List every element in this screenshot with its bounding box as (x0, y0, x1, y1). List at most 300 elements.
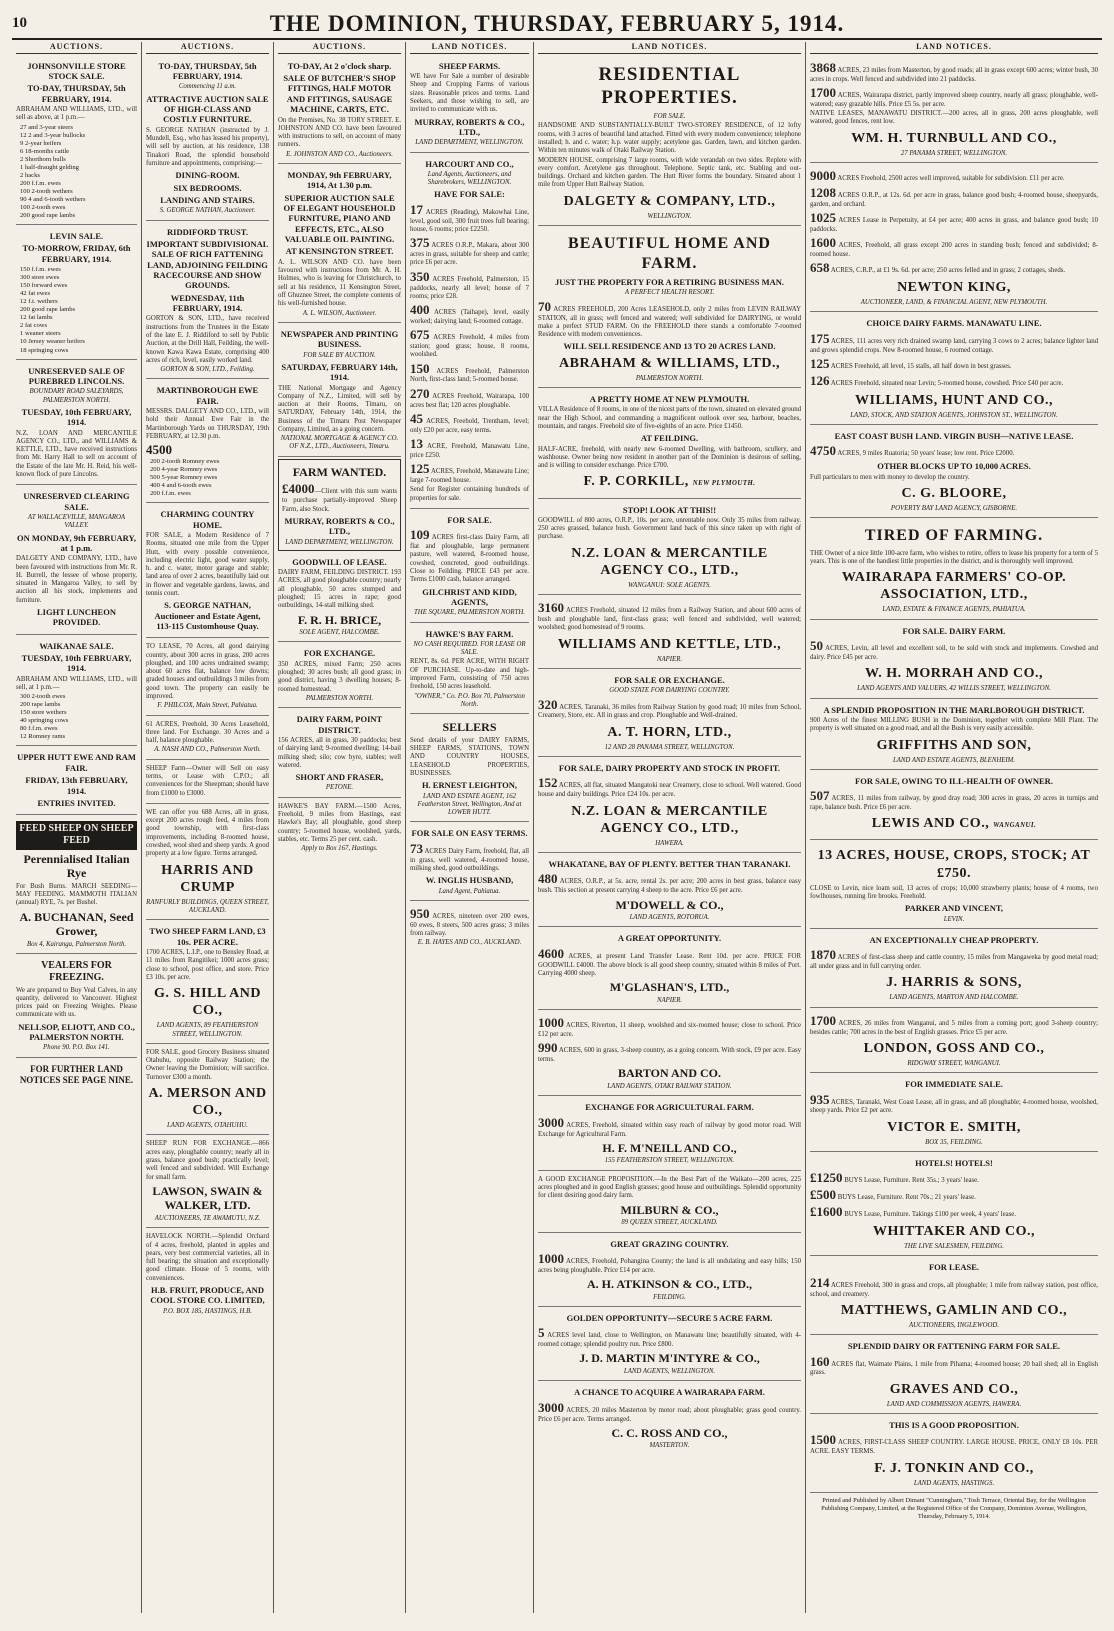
ad-title: FOR SALE ON EASY TERMS. (411, 828, 528, 839)
ad-text: ACRES, Taranaki, 36 miles from Railway Station by good road; 10 miles from School, Creamery, Store, etc. All in grass and crop. Ploughable and Well-drained. (538, 703, 802, 720)
ad-subtitle: NO CASH REQUIRED. FOR LEASE OR SALE. (413, 640, 526, 657)
ad-subtitle: FOR SALE. (653, 113, 686, 121)
ad-exchange-61 (146, 718, 269, 760)
lot-item: 12 Romney rams (20, 733, 66, 741)
ad-date: SATURDAY, FEBRUARY 14th, 1914. (281, 361, 398, 383)
ad-title: ATTRACTIVE AUCTION SALE OF HIGH-CLASS AND COSTLY FURNITURE. (146, 93, 269, 125)
ad-title: FOR SALE. DAIRY FARM. (902, 625, 1006, 636)
ad-title: BEAUTIFUL HOME AND FARM. (568, 234, 771, 272)
column-heading: AUCTIONS. (278, 42, 401, 54)
ad-body (538, 1040, 801, 1064)
ad-text: ACRES, Freehold, Pohangina County; the land is all undulating and easy hills; 150 acres being ploughable. Price £14 per acre. (538, 1257, 801, 1274)
ad-body (410, 906, 529, 938)
ad-agent: W. H. MORRAH AND CO., (865, 666, 1043, 682)
property-item (410, 461, 529, 485)
ad-signature: PALMERSTON NORTH. (305, 694, 374, 702)
ad-body (810, 1432, 1098, 1456)
ad-body: FOR SALE, good Grocery Business situated Otahuhu, opposite Railway Station; the Owner leaving the Dominion; will sacrifice. Turnover £300 a month. (146, 1048, 269, 1081)
ad-agent: NEWTON KING, (897, 280, 1011, 296)
ad-agent: WAIRARAPA FARMERS' CO-OP. ASSOCIATION, LTD., (841, 570, 1067, 603)
ad-signature: E. B. HAYES AND CO., AUCKLAND. (417, 939, 522, 947)
ad-agent: H.B. FRUIT, PRODUCE, AND COOL STORE CO. LIMITED, (150, 1285, 265, 1306)
ad-title: FOR SALE, DAIRY PROPERTY AND STOCK IN PROFIT. (558, 763, 781, 774)
property-number: 1025 (810, 209, 836, 225)
ad-body: HALF-ACRE, freehold, with nearly new 6-roomed Dwelling, with bathroom, scullery, and washhouse. Owner being now resident in another part of the Dominion is desirous of selling, and is willing to consider exchange. Price £700. (538, 445, 801, 470)
ad-hotels (810, 1154, 1098, 1256)
ad-body: 61 ACRES, Freehold, 30 Acres Leasehold, three land. For Exchange. 30 Acres and a half, balance ploughable. (146, 720, 269, 745)
ad-note: LIGHT LUNCHEON PROVIDED. (37, 606, 116, 628)
ad-subtitle: GOOD STATE FOR DAIRYING COUNTRY. (609, 687, 730, 695)
ad-title: SPLENDID DAIRY OR FATTENING FARM FOR SALE. (847, 1341, 1061, 1352)
ad-body: N.Z. LOAN AND MERCANTILE AGENCY CO., LTD., and WILLIAMS & KETTLE, LTD., have received instructions from Mr. Harry Hall to sell on account of the Estate of the late Mr. H. Reid, his well-known flock of pure Lincolns. (16, 429, 137, 478)
property-number: 1208 (810, 184, 836, 200)
lot-item: 150 f.f.m. ewes (20, 266, 61, 274)
ad-title: SELLERS (442, 720, 497, 735)
ad-address: WELLINGTON. (647, 212, 692, 220)
ad-address: AUCTIONEERS, INGLEWOOD. (908, 1321, 1000, 1329)
ad-title: STOP! LOOK AT THIS!! (622, 504, 717, 515)
property-text: ACRES, Freehold, Manawatu Line; large 7-roomed house. (410, 468, 529, 485)
lot-item: 200 good rape lambs (20, 212, 76, 220)
property-item (410, 411, 529, 435)
property-number: 1600 (810, 235, 836, 251)
ad-agent: A. T. HORN, LTD., (607, 724, 732, 740)
lot-item: 400 4 and 6-tooth ewes (150, 482, 212, 490)
ad-agent: BARTON AND CO. (617, 1066, 722, 1081)
ad-griffiths (810, 701, 1098, 770)
ad-date: ON MONDAY, 9th FEBRUARY, at 1 p.m. (17, 532, 136, 553)
ad-agent-name: F. P. CORKILL, (583, 474, 689, 490)
property-text: ACRES, Freehold, Trentham, level; only £20 per acre, easy terms. (410, 417, 529, 434)
ad-title: WAIKANAE SALE. (39, 640, 114, 651)
ad-address: LAND AGENTS, 89 FEATHERSTON STREET, WELLINGTON. (156, 1022, 259, 1038)
ad-note: OTHER BLOCKS UP TO 10,000 ACRES. (877, 461, 1031, 472)
property-number: 150 (410, 360, 430, 376)
ad-text: ACRES, 23 miles from Masterton, by good roads; all in grass except 600 acres; winter bush, 30 acres in crops. Well fenced and subdivided into 21 paddocks. (810, 66, 1098, 83)
ad-number: 214 (810, 1274, 830, 1290)
ad-address: LAND AGENTS, OTAKI RAILWAY STATION. (607, 1083, 732, 1091)
ad-title: FOR SALE, OWING TO ILL-HEALTH OF OWNER. (855, 775, 1053, 786)
ad-agent: C. C. ROSS AND CO., (611, 1425, 728, 1440)
ad-title: UPPER HUTT EWE AND RAM FAIR. (17, 752, 136, 773)
ad-address: PALMERSTON NORTH. (635, 374, 704, 382)
ad-950-acres (410, 903, 529, 952)
property-text: ACRES Freehold, Palmerston, 15 paddocks, nearly all level; house of 7 rooms; price £28. (410, 275, 529, 300)
ad-havelock-orchard (146, 1230, 269, 1320)
lot-item: 9 2-year heifers (20, 139, 62, 147)
ad-body: 900 Acres of the finest MILLING BUSH in the Dominion, together with complete Mill Plant. The property is well situated on a good road, and all the Bush is very easily accessible. (810, 716, 1098, 733)
ad-body (810, 373, 1098, 389)
ad-title: SHEEP FARMS. (438, 60, 501, 71)
property-number: 658 (810, 260, 830, 276)
lot-item: 1 half-draught gelding (20, 163, 79, 171)
property-list (810, 1170, 1098, 1220)
property-number: 375 (410, 235, 430, 251)
property-item (810, 260, 1098, 276)
ad-address: RANFURLY BUILDINGS, QUEEN STREET, AUCKLAND. (146, 898, 269, 914)
ad-title: FOR SALE OR EXCHANGE. (614, 674, 725, 685)
ad-banner: FEED SHEEP ON SHEEP FEED (16, 821, 137, 849)
ad-agent: VICTOR E. SMITH, (887, 1119, 1021, 1135)
ad-address: THE SQUARE, PALMERSTON NORTH. (414, 609, 525, 617)
ad-turnbull (810, 57, 1098, 163)
ad-number: 1000 (538, 1015, 564, 1031)
ad-address: Box 4, Kairanga, Palmerston North. (26, 940, 127, 948)
ad-address: Land Agent, Pahiatua. (438, 887, 501, 895)
ad-address: LAND AGENTS, OTAHUHU. (167, 1122, 248, 1130)
ad-number: £4000 (282, 481, 315, 497)
ad-subtitle: FOR SALE BY AUCTION. (303, 351, 376, 359)
ad-number: 125 (810, 355, 830, 371)
ad-date: TO-MORROW, FRIDAY, 6th FEBRUARY, 1914. (22, 243, 131, 264)
property-text: ACRES Lease in Perpetuity, at £4 per acre; 400 acres in grass, and balance good bush; 10 paddocks. (810, 216, 1098, 233)
ad-agent: MURRAY, ROBERTS & CO., LTD., (284, 515, 395, 537)
lot-item: 200 good rape lambs (20, 306, 76, 314)
property-item (410, 327, 529, 359)
property-item (810, 1170, 1098, 1186)
ad-number: 507 (810, 788, 830, 804)
property-text: ACRES, Freehold, all grass except 200 acres in standing bush; fenced and subdivided; 8-roomed house. (810, 242, 1099, 258)
ad-purebred-lincolns (16, 362, 137, 486)
column-auctions-1 (12, 42, 142, 1613)
ad-date: MONDAY, 9th FEBRUARY, 1914, At 1.30 p.m. (287, 169, 392, 191)
ad-title: EAST COAST BUSH LAND. VIRGIN BUSH—NATIVE LEASE. (834, 431, 1074, 442)
ad-signature: A. NASH AND CO., Palmerston North. (154, 746, 261, 754)
ad-address: LAND AGENTS, ROTORUA. (629, 914, 710, 922)
ad-vealers (16, 956, 137, 1058)
ad-address: LAND AND COMMISSION AGENTS, HAWERA. (886, 1400, 1022, 1408)
ad-body (810, 60, 1098, 84)
ad-3160-acres (538, 597, 801, 669)
ad-agent: LAWSON, SWAIN & WALKER, LTD. (152, 1183, 263, 1213)
ad-dairy-property (538, 759, 801, 853)
ad-title: 13 ACRES, HOUSE, CROPS, STOCK; AT £750. (817, 848, 1091, 881)
ad-agent: A. MERSON AND CO., (148, 1085, 267, 1119)
ad-number: 1000 (538, 1250, 564, 1266)
column-auctions-3 (274, 42, 406, 1613)
ad-title: SALE OF BUTCHER'S SHOP FITTINGS, HALF MOTOR AND FITTINGS, SAUSAGE MACHINE, CARTS, ETC. (283, 73, 396, 115)
ad-stop-look (538, 501, 801, 596)
ad-household-furniture (278, 166, 401, 323)
column-heading: LAND NOTICES. (410, 42, 529, 54)
ad-date: TUESDAY, 10th FEBRUARY, 1914. (21, 406, 132, 428)
ad-agent: F. R. H. BRICE, (297, 612, 382, 627)
ad-date: TO-DAY, At 2 o'clock sharp. (287, 60, 392, 71)
ad-text: ACRES level land, close to Wellington, on Manawatu line; beautifully situated, with 4-roomed cottage; splendid poultry run. Price £800. (538, 1332, 801, 1349)
ad-agent: MURRAY, ROBERTS & CO., LTD., (414, 116, 525, 137)
ad-body (810, 788, 1098, 812)
ad-address: NEW PLYMOUTH. (692, 480, 756, 488)
lot-item: 42 fat ewes (20, 290, 51, 298)
ad-body: THE Owner of a nice little 100-acre farm, who wishes to retire, offers to lease his property for a term of 5 years. This is one of the handiest little properties in the district, and is thoroughly well improved. (810, 549, 1098, 566)
ad-body (538, 299, 801, 340)
ad-body: 1700 ACRES, L.I.P., one to Bensley Road, at 11 miles from Rangitikei; 1000 acres grass; close to school, post office, and store. Price £3 10s. per acre. (146, 948, 269, 981)
ad-text: ACRES Freehold, 300 in grass and crops, all ploughable; 1 mile from railway station, post office, school, and creamery. (810, 1281, 1098, 1298)
ad-number: 1870 (810, 947, 836, 963)
ad-body: On the Premises, No. 38 TORY STREET. E. JOHNSTON AND CO. have been favoured with instructions to sell, on account of many runners. (278, 116, 401, 149)
ad-lawson-swain (146, 1137, 269, 1228)
ad-signature: S. GEORGE NATHAN, Auctioneer and Estate Agent, 113-115 Customhouse Quay. (154, 600, 261, 631)
ad-body: GOODWILL of 800 acres, O.R.P., 10s. per acre, unrentable now. Only 35 miles from railway. 250 acres grassed, balance bush. Government land back of this since taken up with right of purchase. (538, 516, 801, 541)
ad-newton-king (810, 165, 1098, 313)
ad-body: Full particulars to men with money to develop the country. (810, 473, 970, 481)
column-land-notices-2 (534, 42, 806, 1613)
ad-address: LAND, STOCK, AND STATION AGENTS, JOHNSTON ST., WELLINGTON. (850, 411, 1058, 419)
ad-body: HAVELOCK NORTH.—Splendid Orchard of 4 acres, freehold, planted in apples and pears, very best commercial varieties, all in full bearing; the situation and exceptionally good climate. House of 5 rooms, with conveniences. (146, 1233, 269, 1282)
ad-agent: M'DOWELL & CO., (615, 897, 724, 912)
lot-item: 80 f.f.m. ewes (20, 725, 58, 733)
ad-farm-wanted (278, 459, 401, 551)
ad-title: SUPERIOR AUCTION SALE OF ELEGANT HOUSEHOLD FURNITURE, PIANO AND EFFECTS, ETC., ALSO VALUABLE OIL PAINTING. (283, 192, 396, 245)
lot-item: 150 forward ewes (20, 282, 68, 290)
ad-signature: Apply to Box 167, Hastings. (301, 845, 378, 853)
property-item (410, 436, 529, 460)
ad-harcourt (410, 155, 529, 509)
ad-body (538, 1115, 801, 1139)
ad-agent: DALGETY & COMPANY, LTD., (563, 193, 776, 209)
lot-item: 2 fat cows (20, 322, 48, 330)
ad-address: PETONE. (325, 784, 354, 792)
ad-body: HANDSOME AND SUBSTANTIALLY-BUILT TWO-STOREY RESIDENCE, of 12 lofty rooms, with 3 acres of beautiful land attached. Fitted with every modern convenience; telephone installed; h. and c. water; h.p. water supply; acetylene gas. Garden, lawn, and kitchen garden. Within ten minutes walk of Otaki Railway Station. (538, 122, 801, 155)
ad-agent: WM. H. TURNBULL AND CO., (851, 130, 1057, 146)
ad-body (810, 1013, 1098, 1037)
property-number: 17 (410, 201, 423, 217)
ad-agent: H. ERNEST LEIGHTON, (421, 780, 518, 791)
ad-title: WHAKATANE, BAY OF PLENTY. BETTER THAN TARANAKI. (548, 859, 791, 870)
ad-text: ACRES Dairy Farm, freehold, flat, all in grass, well watered, 4-roomed house, milking shed, good outbuildings. (410, 847, 529, 872)
ad-waikanae-sale (16, 637, 137, 747)
ad-number: 3000 (538, 1399, 564, 1415)
ad-agent: N.Z. LOAN & MERCANTILE AGENCY CO., LTD., (571, 545, 768, 578)
ad-number: 126 (810, 372, 830, 388)
property-number: 13 (410, 436, 423, 452)
room-heading: SIX BEDROOMS. (173, 182, 242, 193)
ad-13-acres (810, 842, 1098, 928)
ad-harris-sons (810, 931, 1098, 1008)
ad-address: MASTERTON. (649, 1442, 690, 1450)
lot-item: 500 5-year Romney ewes (150, 474, 218, 482)
lot-item: 12 f.t. wethers (20, 298, 58, 306)
ad-agent: HARRIS AND CRUMP (161, 862, 254, 895)
lot-item: 200 2-tooth Romney ewes (150, 458, 220, 466)
ad-sheep-farm-owner (146, 762, 269, 804)
ad-signature: A. L. WILSON, Auctioneer. (302, 309, 377, 317)
ad-title: RIDDIFORD TRUST. (167, 226, 248, 237)
ad-address: HAWERA. (655, 839, 684, 847)
ad-text: ACRES, 111 acres very rich drained swamp land, carrying 3 cows to 2 acres; balance lighter land and grows splendid crops. New 8-roomed house, 6 roomed cottage. (810, 337, 1098, 354)
ad-text: ACRES, O.R.P., at 5s. acre, rental 2s. per acre; 200 acres in best grass, balance easy bush. This section at present carrying 4 sheep to the acre. Price £6 per acre. (538, 878, 801, 895)
ad-body: VILLA Residence of 8 rooms, in one of the nicest parts of the town, situated on elevated ground near the High School, and commanding a magnificent outlook over sea, harbour, beaches, mountain, and ranges. Freehold site of five-eighths of an acre. Price £1450. (538, 406, 801, 430)
ad-title: GREAT GRAZING COUNTRY. (610, 1238, 729, 1249)
ad-williams-hunt (810, 314, 1098, 425)
ad-address: 12 AND 28 PANAMA STREET, WELLINGTON. (604, 743, 735, 751)
column-heading: LAND NOTICES. (810, 42, 1098, 54)
ad-residential (538, 57, 801, 226)
column-land-notices-3 (806, 42, 1102, 1613)
ad-body: TO LEASE, 70 Acres, all good dairying country, about 300 acres in grass, 200 acres ploughed, and 100 acres undrained swamp; about 60 acres flat, balance low downs; graded houses and outbuildings 3 miles from good town. The property can easily be improved. (146, 643, 269, 701)
ad-body (810, 947, 1098, 971)
ad-body (538, 946, 801, 978)
ad-body: WE can offer you 688 Acres, all in grass, except 200 acres rough feed, 4 miles from good township, with first-class improvements, including 8-roomed house, cowshed, wool shed and sheep yards. A good property at a low figure. Terms arranged. (146, 808, 269, 858)
room-heading: DINING-ROOM. (175, 170, 240, 181)
ad-note: ENTRIES INVITED. (37, 797, 116, 808)
ad-address: 89 QUEEN STREET, AUCKLAND. (621, 1219, 718, 1227)
ad-text: ACRES flat, Waimate Plains, 1 mile from Pihama; 4-roomed house; 20 bail shed; all in English grass. (810, 1360, 1098, 1377)
ad-agent: LONDON, GOSS AND CO., (863, 1040, 1045, 1056)
ad-number: 3868 (810, 59, 836, 75)
newspaper-page (12, 8, 1102, 1613)
ad-date: TUESDAY, 10th FEBRUARY, 1914. (21, 653, 132, 674)
lot-item: 150 store wethers (20, 709, 67, 717)
ad-title: FARM WANTED. (292, 464, 387, 479)
ad-text: —Client with this sum wants to purchase partially-improved Sheep Farm, also Stock. (282, 488, 397, 513)
ad-milburn (538, 1173, 801, 1233)
ad-text: ACRES, 20 miles Masterton by motor road; about ploughable; grass good country. Price £6 per acre. Terms arranged. (538, 1406, 801, 1423)
ad-body: A GOOD EXCHANGE PROPOSITION.—In the Best Part of the Waikato—200 acres, 225 acres ploughed and in good English grasses; good house and outbuildings. Splendid opportunity for client desiring good dairy farm. (538, 1175, 801, 1200)
ad-body: 350 ACRES, mixed Farm; 250 acres ploughed; 30 acres bush; all good grass; in good district, having 3 dwelling houses; 8-roomed homestead. (278, 660, 401, 693)
ad-bloore (810, 427, 1098, 518)
ad-agent: J. HARRIS & SONS, (886, 975, 1022, 991)
ad-body (810, 331, 1098, 355)
ad-dairy-point (278, 710, 401, 797)
ad-body: NATIVE LEASES, MANAWATU DISTRICT.—200 acres, all in grass, 200 acres ploughable, well watered, good fences, rent low. (810, 110, 1098, 126)
property-text: ACRES O.R.P., at 12s. 6d. per acre in grass, balance good bush; 4-roomed house, sheepyards, garden, and orchard. (810, 191, 1099, 208)
ad-agent: M'GLASHAN'S, LTD., (609, 980, 730, 995)
ad-body: THE National Mortgage and Agency Company of N.Z., Limited, will sell by auction at their Rooms, Timaru, on SATURDAY, February 14th, 1914, the Business of the Timaru Post Newspaper Company, Limited, as a going concern. (278, 384, 401, 433)
ad-lewis (810, 772, 1098, 841)
ad-body: GORTON & SON, LTD., have received instructions from the Trustees in the Estate of the late E. J. Riddiford to sell by Public Auction, at the Drill Hall, Feilding, the well-known Kawa Kawa Estate, comprising 400 acres of rich, level, easily worked land. (146, 315, 269, 364)
ad-title: CHOICE DAIRY FARMS. MANAWATU LINE. (866, 318, 1042, 329)
ad-address: 27 PANAMA STREET, WELLINGTON. (900, 149, 1008, 157)
lot-item: 2 hacks (20, 171, 40, 179)
ad-phone: Phone 90. P.O. Box 141. (43, 1044, 110, 1052)
ad-body: 156 ACRES, all in grass, 30 paddocks; best of dairying land; 9-roomed dwelling; 14-bail milking shed; silo; cow byre, stables; well watered. (278, 736, 401, 769)
ad-title: JOHNSONVILLE STORE STOCK SALE. (27, 60, 126, 82)
property-number: 270 (410, 385, 430, 401)
page-reference: FOR FURTHER LAND NOTICES SEE PAGE NINE. (19, 1063, 134, 1085)
ad-tonkin (810, 1416, 1098, 1493)
lot-list (16, 266, 137, 354)
ad-agent (538, 473, 801, 490)
ad-agent: A. H. ATKINSON & CO., LTD., (586, 1277, 753, 1291)
ad-body (810, 85, 1098, 109)
property-number: 125 (410, 461, 430, 477)
ad-body: WE have For Sale a number of desirable Sheep and Cropping Farms of various sizes. Reasonable prices and terms. Land Seekers, and those wishing to sell, are invited to communicate with us. (410, 73, 529, 114)
lot-item: 200 f.f.m. ewes (150, 490, 191, 498)
ad-tired-farming (810, 520, 1098, 620)
ad-agent: HARCOURT AND CO., (425, 158, 514, 169)
lot-item: 200 rape lambs (20, 701, 61, 709)
column-auctions-2 (142, 42, 274, 1613)
ad-text: ACRES, FIRST-CLASS SHEEP COUNTRY. LARGE HOUSE. PRICE, ONLY £8 10s. PER ACRE. EASY TERMS. (810, 1439, 1098, 1456)
ad-signature: E. JOHNSTON AND CO., Auctioneers. (286, 150, 393, 158)
ad-text: ACRES, 11 miles from railway, by good dray road; 300 acres in grass, 20 acres in turnips and rape, balance bush. Price £6 per acre. (810, 795, 1098, 812)
property-number: £1600 (810, 1204, 843, 1220)
ad-morrah (810, 622, 1098, 699)
ad-text: ACRES of first-class sheep and cattle country, 15 miles from Mangaweka by good metal road; all under grass and in full carrying order. (810, 954, 1098, 971)
lot-item: 18 springing cows (20, 346, 69, 354)
ad-time: Commencing 11 a.m. (178, 83, 237, 91)
ad-body (810, 638, 1098, 662)
lot-item: 12 2 and 3-year bullocks (20, 131, 86, 139)
ad-title: THIS IS A GOOD PROPOSITION. (889, 1420, 1019, 1431)
ad-text: ACRES Freehold, situated 12 miles from a Railway Station, and about 600 acres of bush and ploughable land, first-class grass; well fenced and subdivided, well watered; woolshed; good homestead of 9 rooms. (538, 607, 801, 632)
ad-body (810, 1092, 1098, 1116)
lot-item: 27 and 3-year steers (20, 123, 73, 131)
property-list (410, 202, 529, 486)
lot-item: 100 2-tooth wethers (20, 188, 73, 195)
ad-body (538, 775, 801, 799)
ad-title: CHARMING COUNTRY HOME. (160, 509, 255, 530)
property-item (810, 210, 1098, 234)
ad-whakatane (538, 855, 801, 927)
ad-butcher-shop (278, 57, 401, 164)
ad-barton (538, 1012, 801, 1096)
ad-body: MESSRS. DALGETY AND CO., LTD., will hold their Annual Ewe Fair in the Martinborough Yards on THURSDAY, 19th FEBRUARY, at 12.30 p.m. (146, 408, 269, 440)
room-heading: LANDING AND STAIRS. (160, 194, 255, 205)
property-text: ACRES O.R.P., Makara, about 300 acres in grass, suitable for sheep and cattle; price £6 per acre. (410, 242, 529, 267)
ad-agent: W. INGLIS HUSBAND, (425, 875, 514, 886)
ad-signature: F. PHILCOX, Main Street, Pahiatua. (157, 702, 258, 710)
ad-text: ACRES Freehold, all level, 15 stalls, all half down in best grasses. (830, 362, 1012, 370)
lot-item: 100 2-tooth ewes (20, 204, 66, 212)
ad-title: RESIDENTIAL PROPERTIES. (598, 63, 741, 108)
ad-number: 175 (810, 330, 830, 346)
ad-subtitle: IMPORTANT SUBDIVISIONAL SALE OF RICH FATTENING LAND, ADJOINING FEILDING RACECOURSE AND SHOW GROUNDS. (146, 238, 269, 291)
ad-furniture-sale (146, 57, 269, 221)
ad-goodwill-lease (278, 553, 401, 643)
ad-body: For Bush Burns. MARCH SEEDING—MAY FEEDING. MAMMOTH ITALIAN (annual) RYE, 7s. per Bushel. (16, 882, 137, 907)
ad-newspaper-business (278, 325, 401, 457)
ad-agent: GRIFFITHS AND SON, (876, 737, 1032, 753)
ad-agent: C. G. BLOORE, (901, 485, 1007, 501)
ad-number: 3000 (538, 1114, 564, 1130)
ad-body (282, 481, 397, 513)
printer-imprint: Printed and Published by Albert Dimant "Cunningham," Tosh Terrace, Oriental Bay, for the Wellington Publishing Company, Limited, at the Registered Office of the Company, Dominion Avenue, Wellington, Thursday, February 5, 1914. (821, 1496, 1087, 1520)
ad-martinborough-fair (146, 381, 269, 503)
ad-text: ACRES, Riverton, 11 sheep, woolshed and six-roomed house; close to school. Price £12 per acre. (538, 1022, 801, 1039)
ad-body (810, 1275, 1098, 1299)
property-number: 45 (410, 410, 423, 426)
ad-great-opportunity (538, 929, 801, 1010)
property-number: £500 (810, 1187, 836, 1203)
ad-number: 50 (810, 638, 823, 654)
ad-subtitle: A PERFECT HEALTH RESORT. (624, 289, 715, 297)
ad-hawkes-bay-1500 (278, 800, 401, 858)
ad-body (810, 1354, 1098, 1378)
ad-address: FEILDING. (653, 1293, 686, 1301)
ad-agent: PARKER AND VINCENT, (905, 903, 1003, 914)
page-number: 10 (12, 15, 27, 31)
property-item (410, 202, 529, 234)
property-item (410, 361, 529, 385)
ad-body (410, 527, 529, 584)
newspaper-title: THE DOMINION, THURSDAY, FEBRUARY 5, 1914. (269, 11, 845, 36)
ad-text: ACRES, Freehold, situated within easy reach of railway by good motor road. Will Exchange for Agricultural Farm. (538, 1121, 801, 1138)
ad-agent-name: LEWIS AND CO., (871, 816, 990, 832)
lot-item: 10 Jersey weaner heifers (20, 338, 85, 346)
ad-text: ACRES, 9 miles Ruatoria; 50 years' lease; low rent. Price £2000. (837, 450, 1015, 458)
ad-body (538, 1251, 801, 1275)
ad-title: GOLDEN OPPORTUNITY—SECURE 5 ACRE FARM. (566, 1312, 773, 1323)
columns (12, 42, 1102, 1613)
lot-item: 6 18-months cattle (20, 147, 70, 155)
ad-number: 4600 (538, 945, 564, 961)
ad-number: 990 (538, 1040, 558, 1056)
ad-agent: H. F. M'NEILL AND CO., (602, 1140, 737, 1155)
ad-signature: GORTON & SON, LTD., Feilding. (160, 366, 255, 374)
ad-title: HAWKE'S BAY FARM. (425, 628, 514, 639)
